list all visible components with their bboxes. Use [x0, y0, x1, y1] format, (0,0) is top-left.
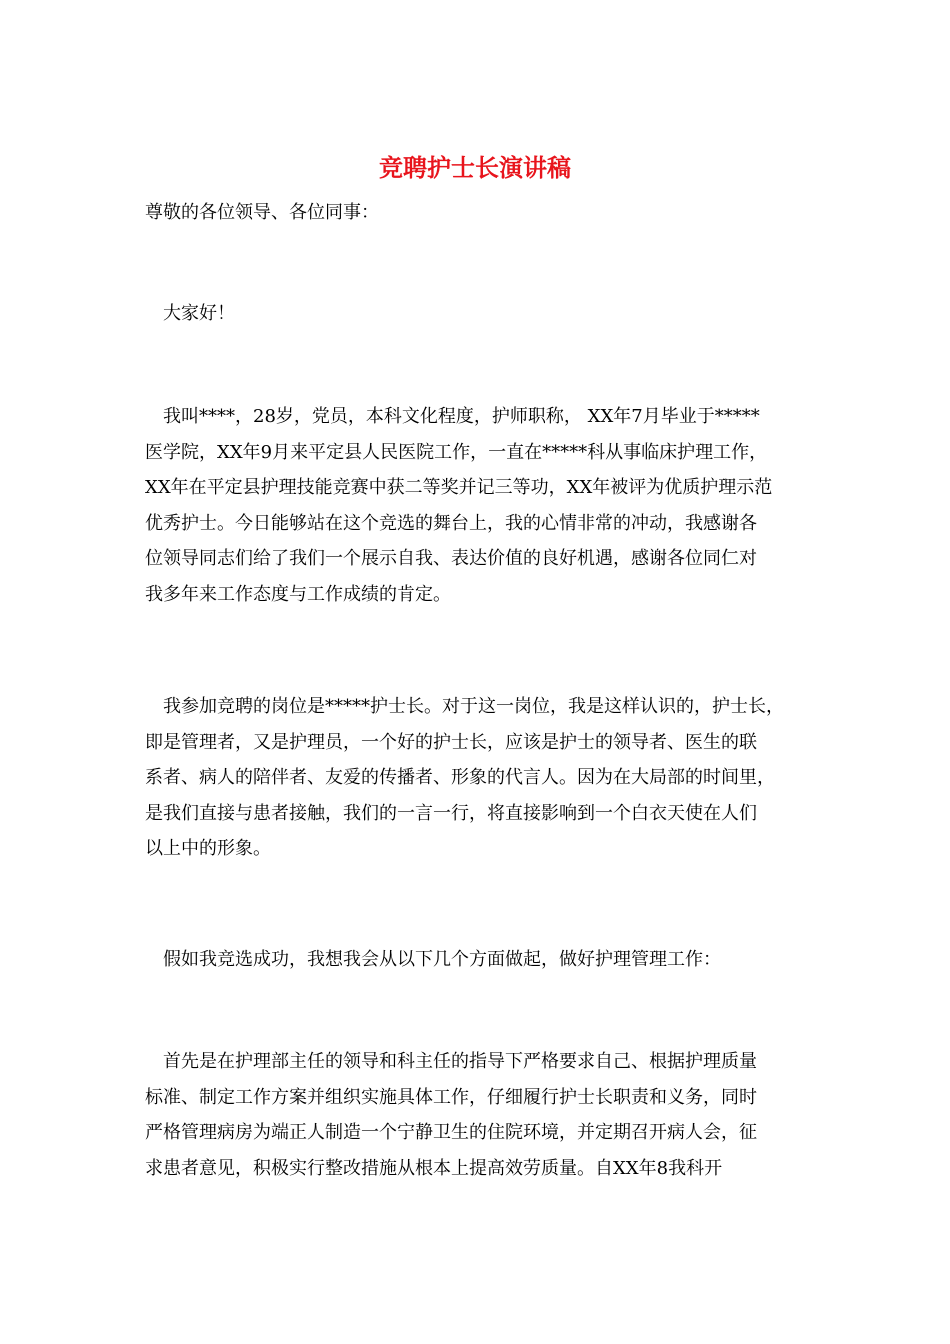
paragraph-line: 是我们直接与患者接触，我们的一言一行，将直接影响到一个白衣天使在人们 — [145, 802, 757, 824]
paragraph-line: 系者、病人的陪伴者、友爱的传播者、形象的代言人。因为在大局部的时间里， — [145, 767, 775, 788]
paragraph-2 — [145, 689, 805, 867]
document-title: 竞聘护士长演讲稿 — [379, 153, 571, 182]
paragraph-1 — [145, 399, 805, 612]
salutation — [145, 195, 805, 231]
salutation-line: 尊敬的各位领导、各位同事： — [145, 202, 379, 223]
paragraph-line: 求患者意见，积极实行整改措施从根本上提高效劳质量。自XX年8我科开 — [145, 1157, 723, 1179]
greeting-line: 大家好！ — [163, 303, 235, 324]
paragraph-4 — [145, 1044, 805, 1186]
paragraph-3 — [145, 942, 805, 978]
paragraph-line: 假如我竞选成功，我想我会从以下几个方面做起，做好护理管理工作： — [163, 949, 721, 970]
paragraph-line: 医学院，XX年9月来平定县人民医院工作，一直在*****科从事临床护理工作， — [145, 441, 768, 463]
paragraph-line: XX年在平定县护理技能竞赛中获二等奖并记三等功，XX年被评为优质护理示范 — [145, 477, 773, 498]
paragraph-line: 我多年来工作态度与工作成绩的肯定。 — [145, 583, 451, 605]
paragraph-line: 首先是在护理部主任的领导和科主任的指导下严格要求自己、根据护理质量 — [163, 1051, 757, 1072]
paragraph-line: 严格管理病房为端正人制造一个宁静卫生的住院环境，并定期召开病人会，征 — [145, 1122, 757, 1143]
greeting — [145, 296, 805, 332]
paragraph-line: 我参加竞聘的岗位是*****护士长。对于这一岗位，我是这样认识的，护士长， — [163, 696, 784, 717]
paragraph-line: 以上中的形象。 — [145, 838, 271, 859]
paragraph-line: 即是管理者，又是护理员，一个好的护士长，应该是护士的领导者、医生的联 — [145, 731, 757, 753]
paragraph-line: 位领导同志们给了我们一个展示自我、表达价值的良好机遇，感谢各位同仁对 — [145, 548, 757, 569]
paragraph-line: 优秀护士。今日能够站在这个竞选的舞台上，我的心情非常的冲动，我感谢各 — [145, 512, 757, 534]
paragraph-line: 标准、制定工作方案并组织实施具体工作，仔细履行护士长职责和义务，同时 — [145, 1086, 757, 1108]
paragraph-line: 我叫****，28岁，党员，本科文化程度，护师职称， XX年7月毕业于***** — [163, 406, 760, 427]
